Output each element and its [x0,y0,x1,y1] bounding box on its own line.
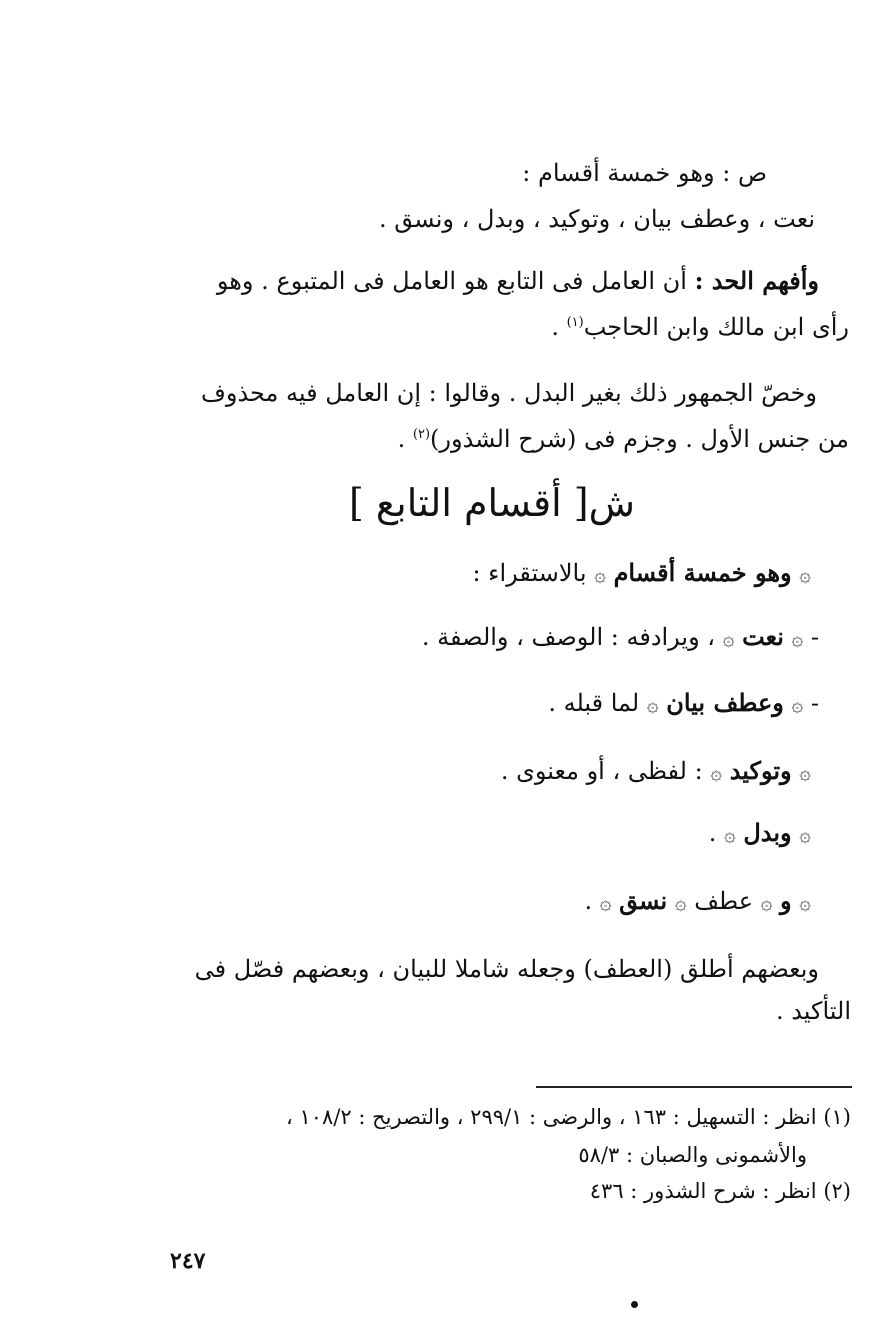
item-nasaq-mid: عطف [694,887,754,915]
para2-line2-end: . [397,425,413,453]
para2-line2-text: من جنس الأول . وجزم فى (شرح الشذور) [430,425,849,453]
item-intro-bold: وهو خمسة أقسام [613,558,792,587]
matn-line-2: نعت ، وعطف بيان ، وتوكيد ، وبدل ، ونسق . [379,205,815,233]
item-badal-bold: وبدل [743,818,792,847]
footnote-ref-1[interactable]: (١) [566,315,584,330]
heading-close: ] [348,481,364,525]
scan-dot [631,1301,638,1308]
matn-line-1 [522,156,767,190]
item-atf-rest: لما قبله . [548,689,640,717]
ornament-icon: ۞ [760,890,773,914]
para3-line-1: وبعضهم أطلق (العطف) وجعله شاملا للبيان ، وبعضهم فصّل فى [194,955,819,983]
para1-line2-end: . [551,313,567,341]
para1-line-1 [217,264,819,298]
ornament-icon: ۞ [599,890,612,914]
para2-line-2 [398,422,849,456]
footnote-1-line-2: والأشمونى والصبان : ٥٨/٣ [578,1143,807,1167]
para1-bold-lead: وأفهم الحد : [694,266,819,295]
ornament-icon: ۞ [799,890,811,914]
para1-line1-text: أن العامل فى التابع هو العامل فى المتبوع . وهو [216,267,687,295]
item-na3t-bold: نعت [742,622,784,651]
ornament-icon: ۞ [710,760,723,784]
ornament-icon: ۞ [791,626,804,650]
section-heading [349,478,635,528]
ornament-icon: ۞ [646,692,659,716]
ornament-icon: ۞ [799,822,811,846]
para3-line-2: التأكيد . [775,997,851,1025]
footnote-1-line-1: (١) انظر : التسهيل : ١٦٣ ، والرضى : ٢٩٩/١ ، والتصريح : ١٠٨/٢ ، [286,1105,851,1129]
matn-text-1: وهو خمسة أقسام : [522,159,715,187]
item-tawkid-rest: : لفظى ، أو معنوى . [500,757,703,785]
item-nasaq-bold: نسق [619,886,668,915]
item-intro [472,556,811,591]
ornament-icon: ۞ [594,562,606,586]
item-na3t [422,620,819,655]
heading-title: أقسام التابع [375,481,562,525]
item-tawkid-bold: وتوكيد [729,756,792,785]
ornament-icon: ۞ [723,822,736,846]
item-badal-rest: . [708,819,717,847]
page-number: ٢٤٧ [170,1248,206,1274]
item-intro-rest: بالاستقراء : [472,559,587,587]
para2-line-1: وخصّ الجمهور ذلك بغير البدل . وقالوا : إن العامل فيه محذوف [200,379,817,407]
footnote-divider [536,1086,852,1088]
ornament-icon: ۞ [722,626,735,650]
item-nasaq-rest: . [584,887,593,915]
ornament-icon: ۞ [791,692,804,716]
item-nasaq [584,884,811,919]
ornament-icon: ۞ [799,760,811,784]
item-nasaq-w: و [780,886,792,915]
dash-mark: - [810,689,819,717]
item-na3t-rest: ، ويرادفه : الوصف ، والصفة . [421,623,716,651]
ornament-icon: ۞ [674,890,687,914]
ornament-icon: ۞ [799,562,811,586]
footnote-2: (٢) انظر : شرح الشذور : ٤٣٦ [589,1179,851,1203]
item-badal [709,816,811,851]
matn-marker: ص : [722,159,767,187]
dash-mark: - [810,623,819,651]
footnote-ref-2[interactable]: (٢) [412,427,431,442]
item-atf-bold: وعطف بيان [666,688,784,717]
heading-marker: ش[ [573,481,635,525]
para1-line-2 [551,310,849,344]
para1-line2-text: رأى ابن مالك وابن الحاجب [583,313,849,341]
item-tawkid [501,754,811,789]
item-atf-bayan [548,686,819,721]
